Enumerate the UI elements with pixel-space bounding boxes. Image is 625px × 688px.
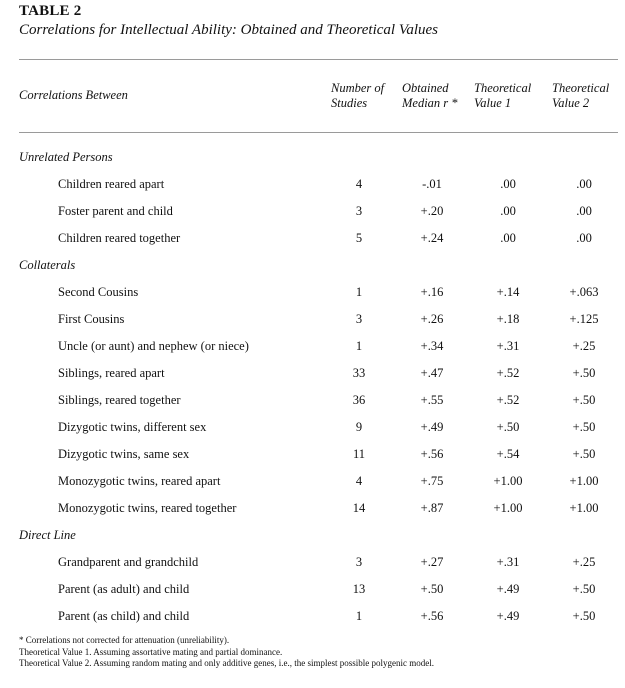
obtained-cell: -.01 (422, 177, 442, 191)
table-subtitle: Correlations for Intellectual Ability: Obtained and Theoretical Values (19, 22, 438, 38)
table-row (0, 366, 625, 382)
table-row (0, 177, 625, 193)
header-theoretical-value-2-line2: Value 2 (552, 96, 590, 110)
theoretical-2-cell: +.25 (572, 555, 596, 569)
theoretical-1-cell: +.49 (496, 582, 520, 596)
theoretical-2-cell: .00 (576, 177, 592, 191)
row-label: Monozygotic twins, reared together (58, 501, 237, 515)
studies-cell: 5 (355, 231, 363, 245)
header-theoretical-value-1-line2: Value 1 (474, 96, 512, 110)
table-row (0, 447, 625, 463)
obtained-cell: +.87 (420, 501, 444, 515)
obtained-cell: +.34 (420, 339, 444, 353)
theoretical-1-cell: +.54 (496, 447, 520, 461)
table-row (0, 393, 625, 409)
studies-cell: 33 (352, 366, 366, 380)
header-theoretical-value-2-line1: Theoretical (552, 81, 610, 95)
header-obtained-median-line1: Obtained (402, 81, 449, 95)
theoretical-1-cell: .00 (500, 231, 516, 245)
studies-cell: 36 (352, 393, 366, 407)
header-theoretical-value-1 (474, 81, 531, 111)
theoretical-1-cell: .00 (500, 204, 516, 218)
studies-cell: 1 (355, 285, 363, 299)
row-label: Grandparent and grandchild (58, 555, 199, 569)
table-row (0, 312, 625, 328)
theoretical-1-cell: +.14 (496, 285, 520, 299)
theoretical-1-cell: +.18 (496, 312, 520, 326)
theoretical-1-cell: .00 (500, 177, 516, 191)
theoretical-2-cell: .00 (576, 204, 592, 218)
obtained-cell: +.20 (420, 204, 444, 218)
studies-cell: 3 (355, 312, 363, 326)
theoretical-2-cell: .00 (576, 231, 592, 245)
obtained-cell: +.26 (420, 312, 444, 326)
table-row (0, 582, 625, 598)
header-number-of-studies (331, 81, 384, 111)
studies-cell: 9 (355, 420, 363, 434)
theoretical-2-cell: +.50 (572, 609, 596, 623)
obtained-cell: +.27 (420, 555, 444, 569)
theoretical-2-cell: +1.00 (569, 474, 599, 488)
header-rule (19, 132, 618, 133)
table-row (0, 420, 625, 436)
row-label: Dizygotic twins, different sex (58, 420, 207, 434)
theoretical-1-cell: +1.00 (493, 474, 523, 488)
header-obtained-median-line2: Median r * (402, 96, 458, 110)
theoretical-2-cell: +.50 (572, 366, 596, 380)
header-theoretical-value-1-line1: Theoretical (474, 81, 532, 95)
row-label: Uncle (or aunt) and nephew (or niece) (58, 339, 249, 353)
studies-cell: 13 (352, 582, 366, 596)
obtained-cell: +.47 (420, 366, 444, 380)
obtained-cell: +.50 (420, 582, 444, 596)
studies-cell: 4 (355, 474, 363, 488)
table-row (0, 609, 625, 625)
theoretical-2-cell: +.50 (572, 420, 596, 434)
row-label: Monozygotic twins, reared apart (58, 474, 221, 488)
theoretical-2-cell: +.063 (569, 285, 599, 299)
obtained-cell: +.56 (420, 609, 444, 623)
theoretical-1-cell: +.52 (496, 393, 520, 407)
obtained-cell: +.55 (420, 393, 444, 407)
table-row (0, 339, 625, 355)
row-label: Foster parent and child (58, 204, 173, 218)
theoretical-1-cell: +.49 (496, 609, 520, 623)
header-theoretical-value-2 (552, 81, 609, 111)
section-collaterals: Collaterals (19, 258, 76, 272)
studies-cell: 3 (355, 555, 363, 569)
row-label: Parent (as child) and child (58, 609, 190, 623)
table-row (0, 501, 625, 517)
theoretical-1-cell: +.52 (496, 366, 520, 380)
theoretical-2-cell: +.50 (572, 582, 596, 596)
footnote-theoretical-value-2: Theoretical Value 2. Assuming random mating and only additive genes, i.e., the simplest possible polygenic model. (19, 658, 435, 668)
theoretical-1-cell: +.50 (496, 420, 520, 434)
table-row (0, 285, 625, 301)
theoretical-2-cell: +.50 (572, 393, 596, 407)
section-unrelated-persons: Unrelated Persons (19, 150, 113, 164)
row-label: Second Cousins (58, 285, 139, 299)
header-number-of-studies-line1: Number of (331, 81, 385, 95)
obtained-cell: +.56 (420, 447, 444, 461)
section-direct-line: Direct Line (19, 528, 76, 542)
studies-cell: 1 (355, 609, 363, 623)
obtained-cell: +.16 (420, 285, 444, 299)
studies-cell: 1 (355, 339, 363, 353)
theoretical-2-cell: +.125 (569, 312, 599, 326)
table-row (0, 204, 625, 220)
table-row (0, 474, 625, 490)
theoretical-1-cell: +.31 (496, 555, 520, 569)
table-title: TABLE 2 (19, 3, 82, 19)
footnote-attenuation: * Correlations not corrected for attenuation (unreliability). (19, 635, 230, 645)
theoretical-2-cell: +.50 (572, 447, 596, 461)
theoretical-1-cell: +1.00 (493, 501, 523, 515)
table-row (0, 231, 625, 247)
table-footnotes (19, 635, 434, 670)
row-label: Siblings, reared apart (58, 366, 165, 380)
header-obtained-median (402, 81, 458, 111)
studies-cell: 14 (352, 501, 366, 515)
theoretical-1-cell: +.31 (496, 339, 520, 353)
row-label: Parent (as adult) and child (58, 582, 190, 596)
theoretical-2-cell: +.25 (572, 339, 596, 353)
obtained-cell: +.75 (420, 474, 444, 488)
header-number-of-studies-line2: Studies (331, 96, 368, 110)
footnote-theoretical-value-1: Theoretical Value 1. Assuming assortative mating and partial dominance. (19, 646, 283, 657)
row-label: Children reared apart (58, 177, 165, 191)
studies-cell: 3 (355, 204, 363, 218)
studies-cell: 4 (355, 177, 363, 191)
obtained-cell: +.49 (420, 420, 444, 434)
header-correlations-between: Correlations Between (19, 88, 128, 102)
theoretical-2-cell: +1.00 (569, 501, 599, 515)
top-rule (19, 59, 618, 60)
table-row (0, 555, 625, 571)
obtained-cell: +.24 (420, 231, 444, 245)
row-label: Siblings, reared together (58, 393, 181, 407)
row-label: Dizygotic twins, same sex (58, 447, 190, 461)
row-label: First Cousins (58, 312, 125, 326)
row-label: Children reared together (58, 231, 181, 245)
studies-cell: 11 (352, 447, 366, 461)
